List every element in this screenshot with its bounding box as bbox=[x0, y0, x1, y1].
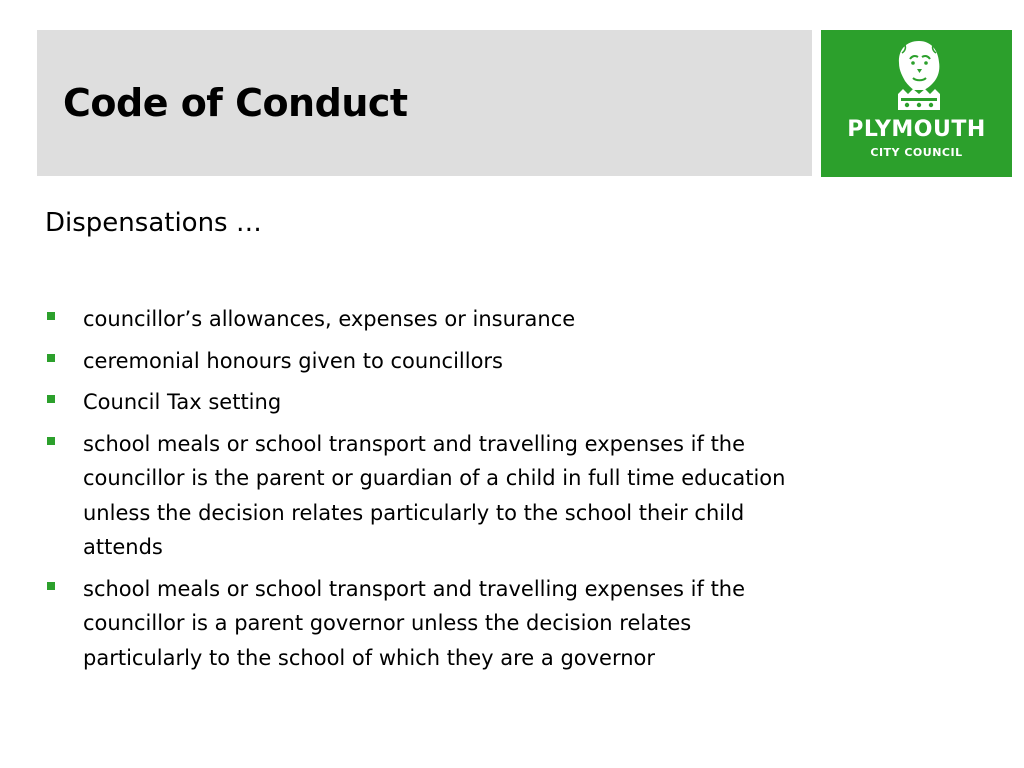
list-item-text: school meals or school transport and travelling expenses if the councillor is the parent or guardian of a child in full time education unless the decision relates particularly to the school their child attends bbox=[83, 431, 786, 559]
square-bullet-icon bbox=[47, 582, 55, 590]
list-item-text: school meals or school transport and travelling expenses if the councillor is a parent governor unless the decision relates particularly to the school of which they are a governor bbox=[83, 576, 746, 670]
list-item-text: Council Tax setting bbox=[83, 390, 282, 414]
list-item bbox=[45, 344, 805, 379]
list-item-text: councillor’s allowances, expenses or insurance bbox=[83, 307, 576, 331]
bullet-list bbox=[45, 302, 805, 682]
council-logo bbox=[821, 30, 1012, 177]
title-bar bbox=[37, 30, 812, 176]
page-title: Code of Conduct bbox=[63, 81, 408, 125]
section-subheading: Dispensations … bbox=[45, 208, 262, 238]
list-item-text: ceremonial honours given to councillors bbox=[83, 348, 503, 373]
square-bullet-icon bbox=[47, 312, 55, 320]
square-bullet-icon bbox=[47, 395, 55, 403]
logo-subtitle: CITY COUNCIL bbox=[870, 146, 963, 159]
lion-crown-crest-icon bbox=[892, 39, 946, 115]
square-bullet-icon bbox=[47, 437, 55, 445]
list-item bbox=[45, 572, 805, 676]
logo-name: PLYMOUTH bbox=[847, 117, 986, 142]
list-item bbox=[45, 302, 805, 337]
list-item bbox=[45, 427, 805, 565]
square-bullet-icon bbox=[47, 354, 55, 362]
list-item bbox=[45, 385, 805, 420]
